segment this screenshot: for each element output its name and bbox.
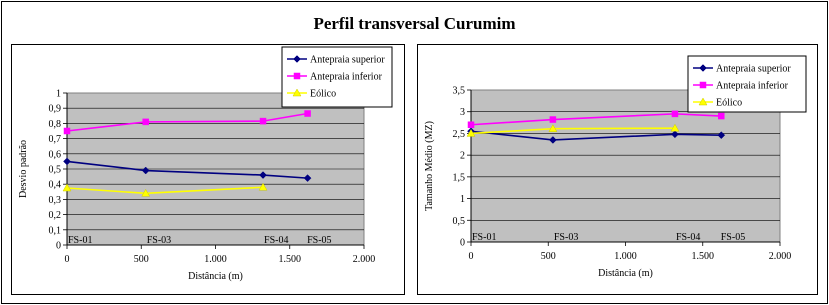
chart1-point-label: FS-05 [720, 232, 746, 243]
chart0-y-tick-label: 0,2 [48, 210, 61, 222]
chart-desvio-padrao [12, 45, 404, 294]
chart1-series-1-point [672, 111, 678, 117]
chart0-x-tick-label: 2.000 [352, 254, 376, 265]
chart1-y-tick-label: 2 [460, 150, 465, 162]
chart1-y-tick-label: 3,5 [452, 85, 465, 97]
chart1-y-tick-label: 0,5 [452, 215, 465, 227]
chart1-y-tick-label: 2,5 [452, 128, 465, 140]
chart1-legend-label-1: Antepraia inferior [716, 80, 788, 92]
chart0-series-1-point [260, 118, 266, 124]
chart0-y-tick-label: 0,3 [48, 194, 61, 206]
chart0-legend-label-0: Antepraia superior [310, 54, 385, 66]
chart1-x-tick-label: 500 [540, 251, 556, 262]
chart1-y-tick-label: 3 [460, 107, 465, 119]
chart0-x-tick-label: 500 [133, 254, 149, 265]
chart1-x-tick-label: 1.500 [691, 251, 714, 262]
chart-tamanho-medio [418, 45, 817, 294]
chart0-y-tick-label: 0,8 [48, 118, 61, 130]
page-title: Perfil transversal Curumim [313, 14, 516, 33]
chart0-y-tick-label: 0,5 [48, 164, 61, 176]
chart0-x-tick-label: 0 [64, 254, 70, 265]
chart0-y-tick-label: 0,9 [48, 103, 61, 115]
chart0-point-label: FS-01 [68, 235, 93, 246]
chart0-y-tick-label: 0,7 [48, 134, 61, 146]
chart1-y-tick-label: 0 [460, 237, 465, 249]
chart1-y-tick-label: 1 [460, 194, 465, 206]
chart1-series-1-point [718, 113, 724, 119]
chart1-x-axis-label: Distância (m) [598, 268, 653, 279]
chart0-y-axis-label: Desvio padrão [18, 139, 29, 199]
chart0-series-1-point [143, 119, 149, 125]
chart1-plot-area [471, 90, 780, 242]
chart1-legend-label-2: Eólico [716, 97, 743, 109]
chart0-y-tick-label: 0,1 [48, 225, 61, 237]
chart0-legend-label-2: Eólico [310, 88, 337, 100]
chart0-x-axis-label: Distância (m) [188, 271, 243, 282]
chart0-x-tick-label: 1.500 [278, 254, 301, 265]
chart-panel-desvio-padrao [11, 44, 405, 295]
chart1-point-label: FS-03 [553, 232, 579, 243]
chart0-series-1-point [64, 128, 70, 134]
chart1-y-tick-label: 1,5 [452, 172, 465, 184]
chart1-x-tick-label: 2.000 [768, 251, 792, 262]
chart1-legend-label-0: Antepraia superior [716, 63, 791, 75]
chart0-legend-label-1: Antepraia inferior [310, 71, 382, 83]
chart1-y-axis-label: Tamanho Médio (MZ) [424, 121, 435, 211]
chart1-series-1-point [550, 117, 556, 123]
chart0-y-tick-label: 0,4 [48, 179, 61, 191]
chart1-series-1-point [468, 122, 474, 128]
chart0-point-label: FS-03 [146, 235, 172, 246]
chart0-point-label: FS-05 [307, 235, 332, 246]
chart1-point-label: FS-04 [675, 232, 701, 243]
chart1-point-label: FS-01 [472, 232, 497, 243]
chart0-y-tick-label: 0,6 [48, 149, 61, 161]
chart-panel-tamanho-medio [417, 44, 818, 295]
chart0-series-1-point [305, 111, 311, 117]
chart0-y-tick-label: 1 [56, 88, 61, 100]
chart0-y-tick-label: 0 [56, 240, 61, 252]
chart1-x-tick-label: 0 [468, 251, 474, 262]
chart1-x-tick-label: 1.000 [614, 251, 637, 262]
chart0-x-tick-label: 1.000 [204, 254, 227, 265]
chart0-legend-marker-1 [294, 73, 300, 79]
chart0-point-label: FS-04 [264, 235, 289, 246]
chart1-legend-marker-1 [700, 82, 706, 88]
